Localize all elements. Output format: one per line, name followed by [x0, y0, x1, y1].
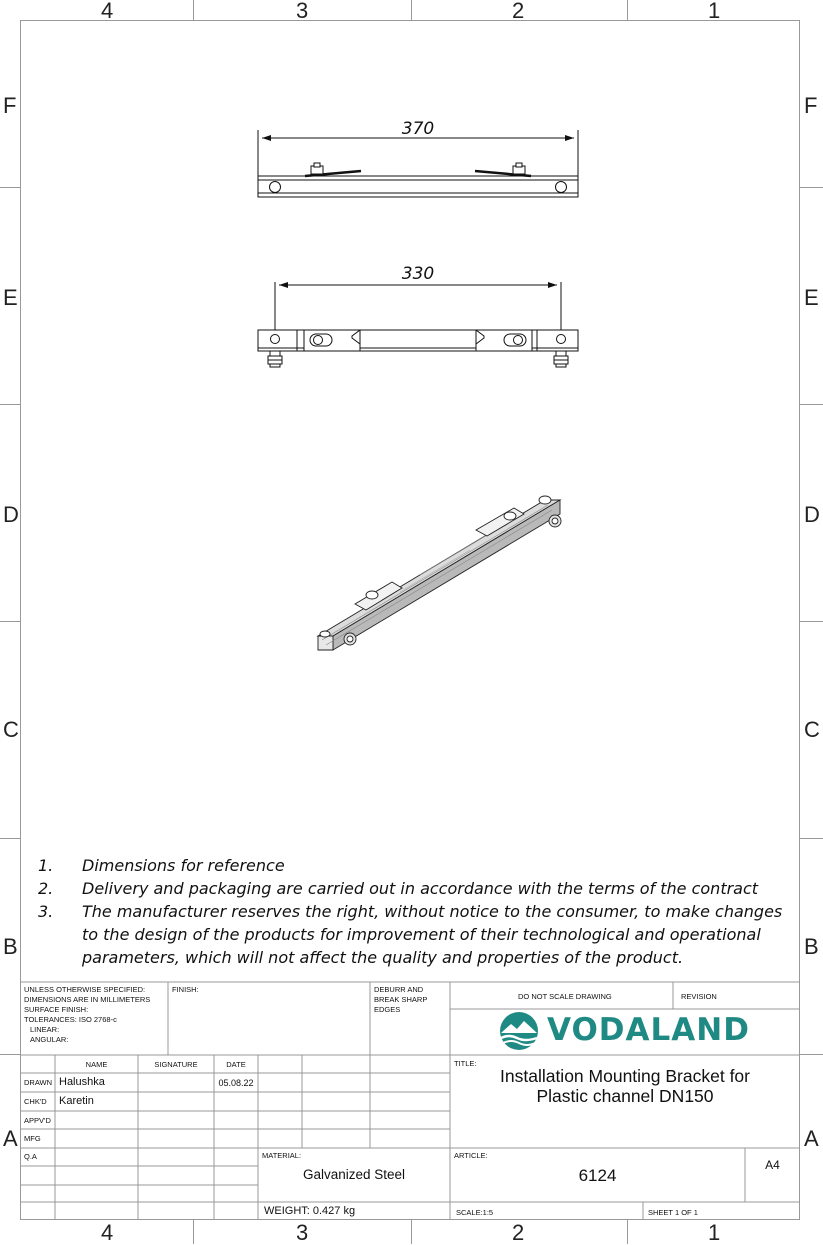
drawn-date: 05.08.22 — [218, 1078, 254, 1088]
note-text: The manufacturer reserves the right, without notice to the consumer, to make changes to the design of the products for improvement of their technological and operational parameters, which will not affect the quality and properties of the product. — [82, 902, 783, 967]
article-number: 6124 — [578, 1166, 617, 1185]
finish-label: FINISH: — [172, 985, 199, 994]
material-value: Galvanized Steel — [302, 1167, 406, 1182]
sheet-number: SHEET 1 OF 1 — [648, 1208, 698, 1217]
spec-line: LINEAR: — [30, 1025, 60, 1034]
logo-text: VODALAND — [547, 1012, 750, 1048]
note-number: 3. — [38, 902, 54, 921]
note-text: Dimensions for reference — [82, 856, 285, 875]
zone-row-label: D — [804, 502, 820, 527]
zone-row-label: E — [804, 285, 819, 310]
zone-col-label: 1 — [708, 0, 721, 23]
drawing-title: Installation Mounting Bracket for Plastic channel DN150 — [500, 1066, 750, 1106]
zone-col-label: 2 — [512, 0, 525, 23]
spec-line: ANGULAR: — [30, 1035, 69, 1044]
zone-row-label: D — [3, 502, 19, 527]
zone-row-label: A — [3, 1126, 18, 1151]
header-name: NAME — [85, 1060, 108, 1069]
header-date: DATE — [226, 1060, 246, 1069]
zone-col-label: 4 — [101, 0, 114, 23]
wave-mountain-icon — [497, 1011, 541, 1051]
sheet-size: A4 — [765, 1158, 780, 1172]
role-label: Q.A — [24, 1152, 37, 1161]
role-label: CHK'D — [24, 1097, 47, 1106]
zone-row-label: F — [3, 93, 17, 118]
deburr-note — [374, 985, 427, 1015]
note-number: 2. — [38, 879, 54, 898]
deburr-line: BREAK SHARP — [374, 995, 428, 1004]
revision-label: REVISION — [681, 992, 717, 1001]
zone-col-label: 3 — [296, 0, 309, 23]
drawn-name: Halushka — [59, 1076, 105, 1088]
do-not-scale-note: DO NOT SCALE DRAWING — [518, 992, 612, 1001]
scale-value: SCALE:1:5 — [456, 1208, 494, 1217]
material-label: MATERIAL: — [262, 1151, 302, 1160]
company-logo — [497, 1010, 759, 1052]
zone-row-label: E — [3, 285, 18, 310]
zone-row-label: C — [3, 717, 19, 742]
spec-line: SURFACE FINISH: — [24, 1005, 89, 1014]
zone-col-label: 3 — [296, 1220, 309, 1245]
zone-col-label: 4 — [101, 1220, 114, 1245]
zone-row-label: B — [804, 934, 819, 959]
article-label: ARTICLE: — [454, 1151, 488, 1160]
top-view-dimension: 370 — [401, 119, 435, 139]
deburr-line: EDGES — [374, 1005, 401, 1014]
role-label: APPV'D — [24, 1116, 51, 1125]
zone-row-label: F — [804, 93, 818, 118]
spec-line: DIMENSIONS ARE IN MILLIMETERS — [24, 995, 151, 1004]
header-signature: SIGNATURE — [154, 1060, 198, 1069]
role-label: DRAWN — [24, 1078, 53, 1087]
spec-line: UNLESS OTHERWISE SPECIFIED: — [24, 985, 146, 994]
zone-row-label: C — [804, 717, 820, 742]
role-label: MFG — [24, 1134, 41, 1143]
checked-name: Karetin — [59, 1095, 94, 1107]
title-label: TITLE: — [454, 1059, 477, 1068]
zone-col-label: 1 — [708, 1220, 721, 1245]
zone-col-label: 2 — [512, 1220, 525, 1245]
zone-row-label: B — [3, 934, 18, 959]
deburr-line: DEBURR AND — [374, 985, 424, 994]
front-view-dimension: 330 — [401, 264, 435, 284]
zone-row-label: A — [804, 1126, 819, 1151]
spec-line: TOLERANCES: ISO 2768-c — [24, 1015, 117, 1024]
note-text: Delivery and packaging are carried out in accordance with the terms of the contract — [82, 879, 759, 898]
spec-notes — [24, 985, 166, 1045]
note-number: 1. — [38, 856, 54, 875]
weight-value: WEIGHT: 0.427 kg — [264, 1205, 356, 1217]
